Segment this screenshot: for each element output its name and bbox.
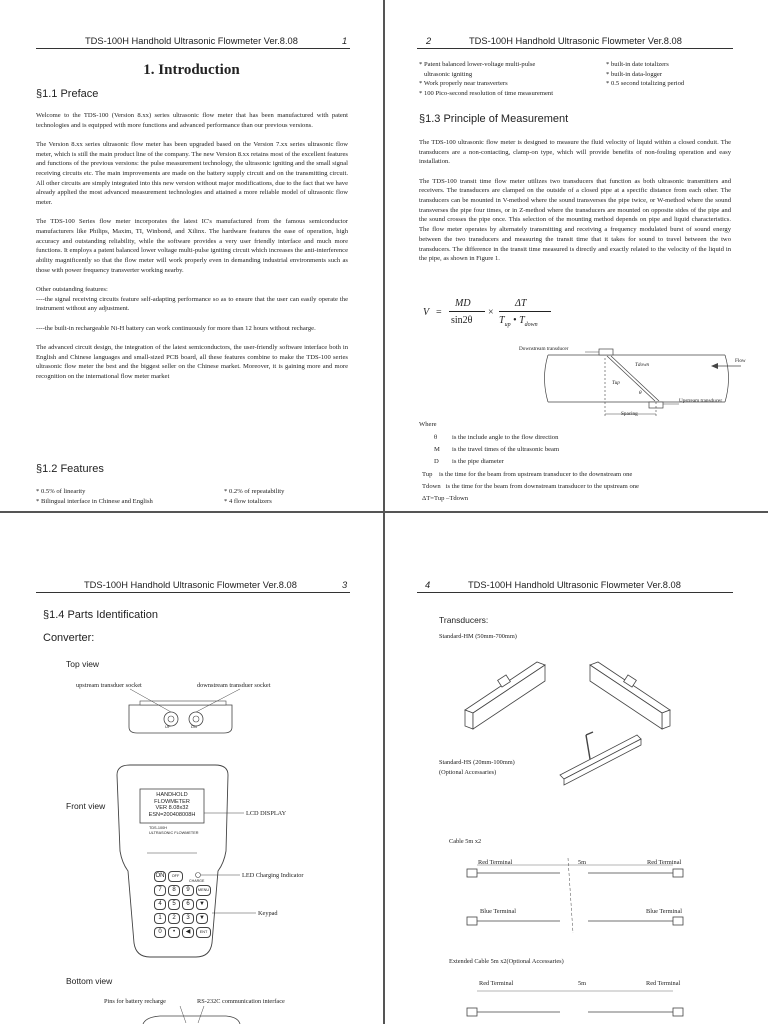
downstream-transducer (599, 349, 613, 355)
feature-item: * 4 flow totalizers (224, 497, 272, 505)
feature-item: * 0.5 second totalizing period (606, 80, 685, 88)
led-indicator-label: LED Charging Indicator (242, 872, 304, 879)
ext-terminal-left (467, 1008, 477, 1016)
key-button[interactable]: OFF (168, 871, 183, 882)
page-number: 2 (426, 36, 432, 46)
red-terminal-label: Red Terminal (478, 859, 513, 866)
symbol: D (434, 457, 439, 465)
rail-end (662, 710, 670, 729)
lcd-text (140, 792, 204, 818)
paragraph: The TDS-100 transit time flow meter utilizes two transducers that function as both ultrasonic transmitters and receivers. The transducers are clamped on the outside of a closed pipe at a specific distance from each other. The transducers can be mounted in V-method where the sound transverses the pipe twice, or W-method where the sound transverses the pipe four times, or in Z-method where the transducers are mounted on opposite sides of the pipe and the sound crosses the pipe once. This selection of the mounting method depends on pipe and liquid characteristics. The flow meter operates by alternately transmitting and receiving a frequency modulated burst of sound energy between the two transducers and measuring the transit time that it takes for sound to travel between the two transducers. The difference in the transit time measured is directly and exactly related to the velocity of the liquid in the pipe, as shown in Figure 1. (419, 177, 731, 263)
upstream-socket-label: upstream transduer socket (76, 682, 142, 689)
feature-item: ultrasonic igniting (419, 70, 473, 78)
definition-line: Tdown is the time for the beam from downstream transducer to the upstream one (422, 482, 639, 490)
principle-heading: §1.3 Principle of Measurement (419, 113, 569, 125)
lcd-line: ESN=200408008H (148, 811, 196, 818)
formula-denominator-1: sin2θ (451, 315, 473, 326)
red-terminal-right (673, 869, 683, 877)
red-terminal-label: Red Terminal (647, 859, 682, 866)
spacing-label: Spacing (621, 411, 638, 417)
hs-optional-label: (Optional Accessaries) (439, 769, 497, 776)
transducers-heading: Transducers: (439, 615, 489, 625)
hs-rail (560, 735, 641, 779)
term: T (499, 315, 505, 326)
where-item (434, 432, 559, 444)
rail-end (465, 710, 473, 729)
symbol: M (434, 445, 440, 453)
keypad-row (154, 927, 214, 938)
socket-up-text: UP (165, 724, 171, 729)
blue-terminal-label: Blue Terminal (646, 908, 682, 915)
lcd-line: FLOWMETER (154, 798, 190, 805)
converter-drawings (0, 513, 383, 1024)
front-view-label: Front view (66, 801, 106, 811)
top-view-label: Top view (66, 659, 100, 669)
pipe-right-end (725, 355, 729, 402)
key-button[interactable]: 9 (182, 885, 194, 896)
lcd-display-label: LCD DISPLAY (246, 810, 287, 817)
theta-label: θ (639, 390, 642, 396)
key-button[interactable]: ▼ (196, 899, 208, 910)
bottom-view-label: Bottom view (66, 976, 113, 986)
page-1 (0, 0, 383, 511)
keypad (154, 871, 214, 941)
extended-cable-label: Extended Cable 5m x2(Optional Accessaries) (449, 958, 564, 965)
feature-item: * Patent balanced lower-voltage multi-pulse (419, 61, 536, 68)
chapter-title: 1. Introduction (143, 62, 240, 78)
pipe-left-end (545, 355, 549, 402)
page-2 (385, 0, 768, 511)
keypad-row (154, 871, 214, 882)
socket-dn-text: DN (191, 724, 197, 729)
feature-list-right (224, 487, 284, 506)
tdown-label: Tdown (635, 362, 650, 368)
length-label: 5m (578, 859, 587, 866)
blue-terminal-left (467, 917, 477, 925)
hm-label: Standard-HM (50mm-700mm) (439, 633, 517, 640)
feature-item: * Bilingual interface in Chinese and English (36, 497, 153, 505)
feature-item: * Work properly near transverters (419, 80, 508, 88)
formula-times: × (488, 307, 494, 318)
key-button[interactable]: MENU (196, 885, 211, 896)
symbol: θ (434, 434, 438, 441)
formula-numerator-1: MD (455, 298, 471, 309)
header-rule (36, 48, 350, 49)
feature-item: * built-in data-logger (606, 70, 663, 78)
top-view-body (129, 705, 232, 733)
key-button[interactable]: ENT (196, 927, 211, 938)
bottom-view-body (143, 1016, 240, 1024)
red-terminal-label: Red Terminal (646, 980, 681, 987)
blue-terminal-right (673, 917, 683, 925)
where-item (434, 456, 559, 468)
description: is the pipe diameter (452, 457, 504, 465)
formula-v: V (423, 307, 430, 318)
hs-label: Standard-HS (20mm-100mm) (439, 759, 515, 766)
flow-label: Flow (735, 358, 746, 364)
page-3 (0, 513, 383, 1024)
preface-heading: §1.1 Preface (36, 88, 99, 100)
feature-item: * 0.2% of repeatability (224, 488, 285, 495)
feature-item: * built-in date totalizers (606, 61, 669, 68)
blue-terminal-label: Blue Terminal (480, 908, 516, 915)
feature-item: * 0.5% of linearity (36, 488, 86, 495)
key-button[interactable]: • (168, 927, 180, 938)
feature-item: * 100 Pico-second resolution of time measurement (419, 89, 554, 97)
converter-heading: Converter: (43, 632, 95, 644)
downstream-socket-label: downstream transduer socket (197, 682, 271, 689)
where-time-definitions (422, 469, 639, 504)
paragraph: The TDS-100 ultrasonic flow meter is designed to measure the fluid velocity of liquid within a closed conduit. The transducers are a non-contacting, clamp-on type, which will provide benefits of non-fouling operation and easy installation. (419, 139, 731, 166)
dot: • (513, 315, 517, 326)
preface-body (36, 111, 348, 391)
keypad-label: Keypad (258, 910, 278, 917)
key-button[interactable]: 1 (154, 913, 166, 924)
keypad-row (154, 913, 214, 924)
device-model: TDS-100H (149, 826, 167, 830)
tup-label: Tup (612, 380, 620, 386)
where-label: Where (419, 421, 437, 428)
page-number: 4 (425, 580, 431, 590)
key-button[interactable]: 6 (182, 899, 194, 910)
hs-rail-side (564, 739, 641, 785)
key-button[interactable]: 5 (168, 899, 180, 910)
key-button[interactable]: 0 (154, 927, 166, 938)
paragraph: Welcome to the TDS-100 (Version 8.xx) series ultrasonic flow meter that has been manufactured with patent technologies and is equipped with more functions and advanced performance than our previous versions. (36, 112, 348, 129)
feature-list-left (36, 487, 153, 506)
keypad-row (154, 885, 214, 896)
page-header (0, 36, 383, 48)
formula-equals: = (436, 307, 442, 318)
formula-numerator-2: ΔT (515, 298, 527, 309)
lcd-line: VER 8.08x32 (155, 805, 189, 812)
paragraph: Other outstanding features: ----the signal receiving circuits feature self-adapting performance so as to ensure that the user can easily operate the instrument without any adjustment. (36, 286, 348, 313)
cable-label: Cable 5m x2 (449, 838, 482, 845)
paragraph: ----the built-in rechargeable Ni-H battery can work continuously for more than 12 hours without recharge. (36, 324, 316, 332)
definition-line: ΔT=Tup –Tdown (422, 494, 469, 502)
parts-heading: §1.4 Parts Identification (43, 609, 158, 621)
key-button[interactable]: 3 (182, 913, 194, 924)
header-title: TDS-100H Handhold Ultrasonic Flowmeter Ver.8.08 (84, 580, 297, 590)
red-terminal-label: Red Terminal (479, 980, 514, 987)
flow-arrowhead (711, 363, 718, 369)
key-button[interactable]: ◀ (182, 927, 194, 938)
header-title: TDS-100H Handhold Ultrasonic Flowmeter Ver.8.08 (468, 580, 681, 590)
downstream-label: Downstream transducer (519, 346, 569, 352)
key-button[interactable]: 8 (168, 885, 180, 896)
keypad-row (154, 899, 214, 910)
key-button[interactable]: ▼ (196, 913, 208, 924)
key-button[interactable]: 2 (168, 913, 180, 924)
header-title: TDS-100H Handhold Ultrasonic Flowmeter Ver.8.08 (85, 36, 298, 46)
upstream-label: Upstream transducer (679, 398, 723, 404)
features-heading: §1.2 Features (36, 463, 104, 475)
ext-terminal-right (673, 1008, 683, 1016)
rs232-label: RS-232C communication interface (197, 998, 285, 1005)
device-caption: ULTRASONIC FLOWMETER (149, 831, 199, 835)
hs-handle (586, 735, 590, 759)
recharge-pins-label: Pins for battery recharge (104, 998, 166, 1005)
paragraph: The Version 8.xx series ultrasonic flow meter has been upgraded based on the Version 7.xx series ultrasonic flow meter, which is still the main product line of the company. The new Version 8.xx retains most of the excellent features and functions of the previous versions: the pulse measurement technology, the ultrasonic igniting and the small signal receiving circuits etc. The main improvements are made on the battery supply circuit and on the transmitting circuit. All other circuits are simply integrated into this new version without major modifications, due to the fact that we have already applied the most advanced measurement technologies and attained a more reliable model of ultrasonic flow meter. (36, 140, 348, 207)
paragraph: The TDS-100 Series flow meter incorporates the latest IC's manufactured from the famous semiconductor manufacturers like Philips, Maxim, TI, Winbond, and Xilinx. The hardware features the ease of operation, high accuracy and outstanding reliability, while the software provides a very user friendly interface and much more functions. It employs a patent balanced lower voltage multi-pulse igniting circuit which increases the anti-interference ability magnificently so that the flow meter will work properly even in demanding industrial environments such as those with power frequency transverter working nearby. (36, 218, 348, 274)
charge-text: CHARGE (189, 879, 205, 883)
definition-line: Tup is the time for the beam from upstream transducer to the downstream one (422, 471, 633, 478)
hs-handle (586, 732, 593, 735)
key-button[interactable]: 4 (154, 899, 166, 910)
length-break (568, 858, 573, 933)
description: is the include angle to the flow direction (452, 434, 559, 441)
where-item (434, 444, 559, 456)
red-terminal-left (467, 869, 477, 877)
page-number: 1 (342, 36, 348, 46)
key-button[interactable]: 7 (154, 885, 166, 896)
subscript: down (524, 322, 538, 328)
length-label: 5m (578, 980, 587, 987)
lcd-line: HANDHOLD (156, 792, 188, 798)
where-list (434, 432, 559, 467)
paragraph: The advanced circuit design, the integration of the latest semiconductors, the user-friendly software interface both in English and Chinese languages and small-sized PCB board, all these features combine to make the TDS-100 series ultrasonic flow meter the best and the biggest seller on the Chinese market. Moreover, it is gaining more and more recognition on the international flow meter market (36, 343, 348, 380)
key-button[interactable]: ON (154, 871, 166, 882)
subscript: up (504, 322, 511, 328)
page-number: 3 (342, 580, 348, 590)
description: is the travel times of the ultrasonic beam (452, 445, 560, 453)
term: T (519, 315, 525, 326)
page-4 (385, 513, 768, 1024)
header-title: TDS-100H Handhold Ultrasonic Flowmeter Ver.8.08 (469, 36, 682, 46)
